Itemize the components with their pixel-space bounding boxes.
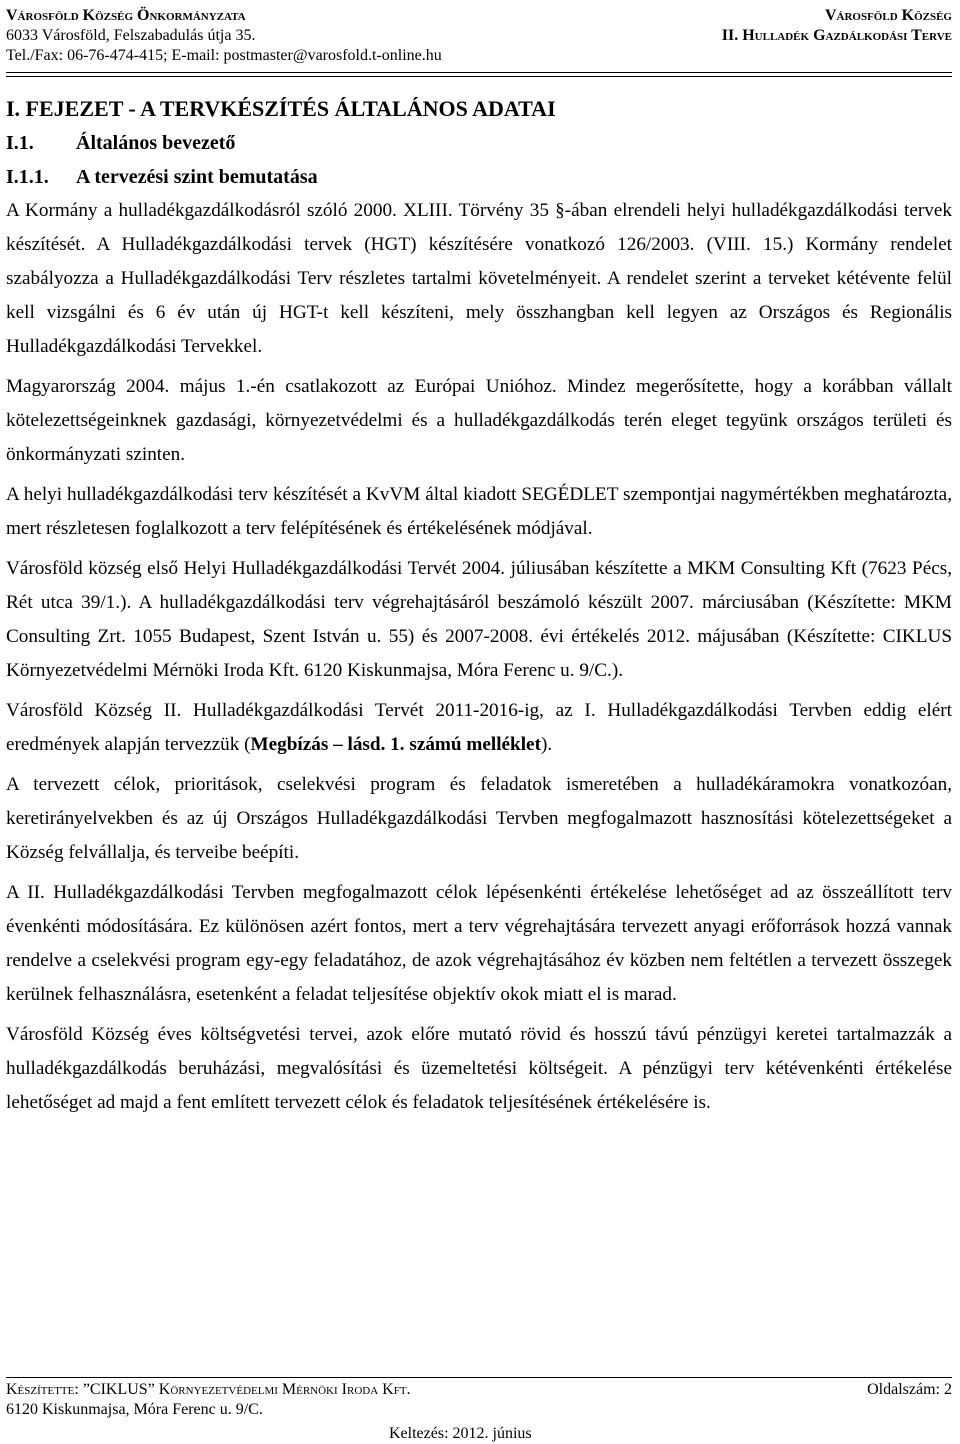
section-number: I.1.: [6, 132, 34, 154]
header-left: [6, 6, 442, 66]
document-body: [6, 92, 952, 1126]
header-doc-title: II. Hulladék Gazdálkodási Terve: [721, 27, 952, 44]
paragraph: Magyarország 2004. május 1.-én csatlakozott az Európai Unióhoz. Mindez megerősítette, hogy a korábban vállalt kötelezettségeinknek gazdasági, környezetvédelmi és a hulladékgazdálkodás terén eleget tegyünk országos területi és önkormányzati szinten.: [6, 376, 952, 465]
header-org-name: Városföld Község Önkormányzata: [6, 7, 246, 24]
paragraph-end: ).: [540, 734, 553, 755]
section-title: Általános bevezető: [76, 132, 236, 154]
paragraph: A helyi hulladékgazdálkodási terv készítését a KvVM által kiadott SEGÉDLET szempontjai nagymértékben meghatározta, mert részletesen foglalkozott a terv felépítésének és értékelésének módjával.: [6, 484, 952, 539]
page-header: [6, 6, 952, 70]
footer-address: 6120 Kiskunmajsa, Móra Ferenc u. 9/C.: [6, 1401, 263, 1418]
subsection-number: I.1.1.: [6, 166, 49, 188]
attachment-reference: Megbízás – lásd. 1. számú melléklet: [250, 734, 541, 755]
header-address: 6033 Városföld, Felszabadulás útja 35.: [6, 27, 256, 44]
section-heading: [6, 126, 952, 160]
footer-date: Keltezés: 2012. június: [389, 1425, 532, 1442]
paragraph-text: Városföld Község II. Hulladékgazdálkodási Tervét 2011-2016-ig, az I. Hulladékgazdálkodási Tervben eddig elért eredmények alapján tervezzük (: [6, 700, 952, 755]
subsection-heading: [6, 160, 952, 194]
footer-divider: [6, 1377, 952, 1378]
paragraph: A tervezett célok, prioritások, cselekvési program és feladatok ismeretében a hulladékáramokra vonatkozóan, keretirányelvekben és az új Országos Hulladékgazdálkodási Tervben megfogalmazott hasznosítási kötelezettségeket a Község felvállalja, és terveibe beépíti.: [6, 774, 952, 863]
footer-page-number: Oldalszám: 2: [867, 1381, 952, 1398]
header-contact: Tel./Fax: 06-76-474-415; E-mail: postmaster@varosfold.t-online.hu: [6, 47, 442, 64]
paragraph: A Kormány a hulladékgazdálkodásról szóló 2000. XLIII. Törvény 35 §-ában elrendeli helyi hulladékgazdálkodási tervek készítését. A Hulladékgazdálkodási tervek (HGT) készítésére vonatkozó 126/2003. (VIII. 15.) Kormány rendelet szabályozza a Hulladékgazdálkodási Terv részletes tartalmi követelményeit. A rendelet szerint a terveket kétévente felül kell vizsgálni és 6 év után új HGT-t kell készíteni, mely összhangban kell legyen az Országos és Regionális Hulladékgazdálkodási Tervekkel.: [6, 200, 952, 357]
paragraph: Városföld község első Helyi Hulladékgazdálkodási Tervét 2004. júliusában készítette a MKM Consulting Kft (7623 Pécs, Rét utca 39/1.). A hulladékgazdálkodási terv végrehajtásáról beszámoló készült 2007. márciusában (Készítette: MKM Consulting Zrt. 1055 Budapest, Szent István u. 55) és 2007-2008. évi értékelés 2012. májusában (Készítette: CIKLUS Környezetvédelmi Mérnöki Iroda Kft. 6120 Kiskunmajsa, Móra Ferenc u. 9/C.).: [6, 558, 952, 681]
header-right: [722, 6, 952, 46]
header-divider: [6, 72, 952, 77]
paragraph: A II. Hulladékgazdálkodási Tervben megfogalmazott célok lépésenkénti értékelése lehetőséget ad az összeállított terv évenkénti módosítására. Ez különösen azért fontos, mert a terv végrehajtására tervezett anyagi erőforrások hozzá vannak rendelve a cselekvési program egy-egy feladatához, de azok végrehajtásához év közben nem feltétlen a tervezett összegek kerülnek felhasználásra, esetenként a feladat teljesítése objektív okok miatt el is marad.: [6, 882, 952, 1005]
paragraph: [6, 694, 952, 762]
paragraph: Városföld Község éves költségvetési tervei, azok előre mutató rövid és hosszú távú pénzügyi keretei tartalmazzák a hulladékgazdálkodás beruházási, megvalósítási és üzemeltetési költségeit. A pénzügyi terv kétévenkénti értékelése lehetőséget ad majd a fent említett tervezett célok és feladatok teljesítésének értékelésére is.: [6, 1024, 952, 1113]
footer-left: [6, 1380, 411, 1420]
footer-prepared-by: Készítette: ”CIKLUS” Környezetvédelmi Mérnöki Iroda Kft.: [6, 1381, 411, 1398]
subsection-title: A tervezési szint bemutatása: [76, 166, 318, 188]
chapter-title: I. FEJEZET - A TERVKÉSZÍTÉS ÁLTALÁNOS ADATAI: [6, 96, 556, 121]
header-village: Városföld Község: [824, 7, 952, 24]
